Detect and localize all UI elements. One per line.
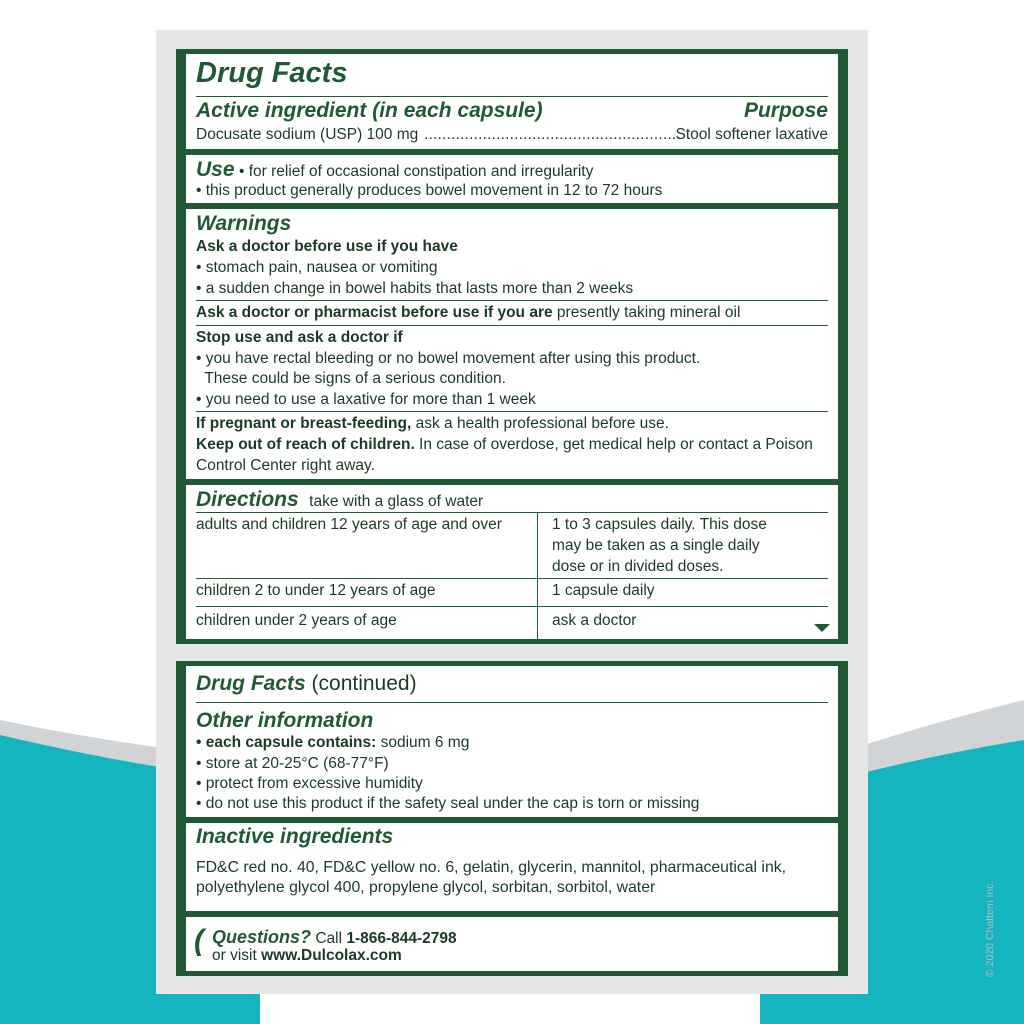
directions-row-2-who: children 2 to under 12 years of age [196, 582, 436, 599]
ask-item-2: • a sudden change in bowel habits that lasts more than 2 weeks [196, 280, 634, 297]
directions-row-3-dose: ask a doctor [552, 612, 637, 629]
inactive-ingredients-heading: Inactive ingredients [196, 825, 394, 848]
website-link[interactable]: www.Dulcolax.com [261, 947, 402, 964]
other-item-4: • do not use this product if the safety seal under the cap is torn or missing [196, 795, 700, 812]
directions-section [186, 485, 838, 639]
purpose-heading: Purpose [743, 99, 828, 122]
stop-item-1: • you have rectal bleeding or no bowel movement after using this product. [196, 350, 701, 367]
ask-doctor-heading: Ask a doctor before use if you have [196, 238, 458, 255]
continued-title: Drug Facts (continued) [196, 672, 417, 695]
drug-facts-title: Drug Facts [196, 57, 348, 89]
questions-label: Questions? [212, 927, 312, 947]
inactive-line-2: polyethylene glycol 400, propylene glycol, sorbitan, sorbitol, water [196, 879, 656, 896]
stop-use-heading: Stop use and ask a doctor if [196, 329, 403, 346]
directions-row-1-who: adults and children 12 years of age and over [196, 516, 502, 533]
directions-row-1-dose-3: dose or in divided doses. [552, 558, 724, 575]
ingredient-dots: ......................................................... [424, 126, 681, 143]
stop-item-2: These could be signs of a serious condition. [196, 370, 506, 387]
drug-facts-continued-box [176, 661, 848, 976]
warnings-heading: Warnings [196, 212, 292, 235]
other-information-heading: Other information [196, 709, 374, 732]
keep-out-warning-2: Control Center right away. [196, 457, 375, 474]
drug-facts-box [176, 49, 848, 644]
warnings-section [186, 209, 838, 479]
other-item-2: • store at 20-25°C (68-77°F) [196, 755, 389, 772]
stop-item-3: • you need to use a laxative for more than 1 week [196, 391, 536, 408]
purpose-text: Stool softener laxative [675, 126, 828, 143]
use-section [186, 155, 838, 203]
questions-section: ( Questions? Call 1-866-844-2798 or visit www.Dulcolax.com [186, 917, 838, 971]
pregnant-warning: If pregnant or breast-feeding, ask a health professional before use. [196, 415, 669, 432]
phone-number[interactable]: 1-866-844-2798 [346, 930, 457, 947]
other-item-3: • protect from excessive humidity [196, 775, 423, 792]
phone-icon: ( [194, 924, 204, 957]
ask-item-1: • stomach pain, nausea or vomiting [196, 259, 438, 276]
use-line-2: • this product generally produces bowel movement in 12 to 72 hours [196, 182, 663, 199]
inactive-ingredients-section [186, 823, 838, 911]
inactive-line-1: FD&C red no. 40, FD&C yellow no. 6, gelatin, glycerin, mannitol, pharmaceutical ink, [196, 859, 787, 876]
keep-out-warning: Keep out of reach of children. In case of overdose, get medical help or contact a Poison [196, 436, 813, 453]
other-item-1: • each capsule contains: sodium 6 mg [196, 734, 470, 751]
active-ingredient-section [186, 54, 838, 149]
directions-intro: take with a glass of water [309, 493, 484, 510]
use-heading: Use [196, 158, 235, 181]
active-ingredient-heading: Active ingredient (in each capsule) [196, 99, 543, 122]
directions-row-2-dose: 1 capsule daily [552, 582, 655, 599]
use-line-1: • for relief of occasional constipation and irregularity [238, 163, 594, 180]
copyright-text: © 2020 Chattem Inc. [984, 880, 996, 977]
other-information-section [186, 666, 838, 817]
directions-row-3-who: children under 2 years of age [196, 612, 397, 629]
directions-heading: Directions [196, 488, 299, 511]
ingredient-text: Docusate sodium (USP) 100 mg [196, 126, 419, 143]
directions-row-1-dose-1: 1 to 3 capsules daily. This dose [552, 516, 767, 533]
pharmacist-warning: Ask a doctor or pharmacist before use if you are presently taking mineral oil [196, 304, 741, 321]
directions-row-1-dose-2: may be taken as a single daily [552, 537, 760, 554]
continue-arrow-icon [814, 624, 830, 632]
